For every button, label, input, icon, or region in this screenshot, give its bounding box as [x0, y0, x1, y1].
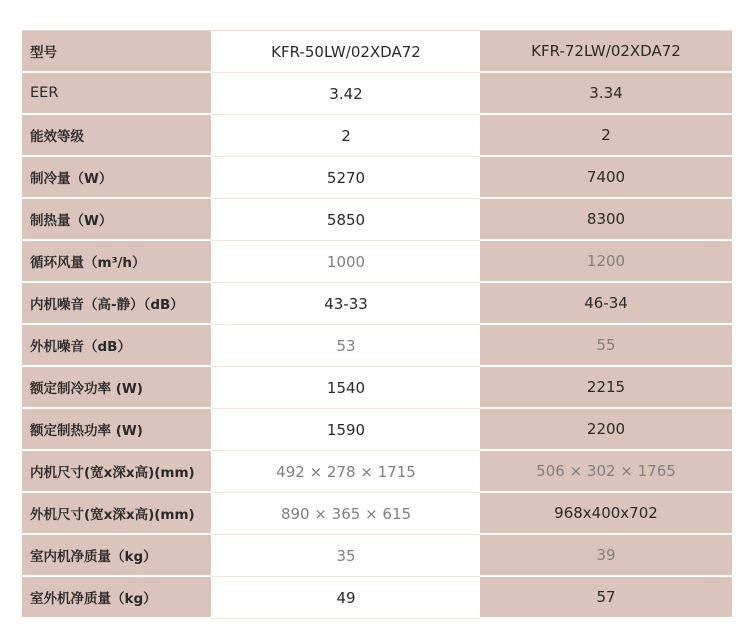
kfr-72lw-model-name: KFR-72LW/02XDA72 [480, 31, 732, 73]
kfr-50lw-value: 5270 [212, 157, 480, 199]
kfr-50lw-value: 1590 [212, 409, 480, 451]
kfr-50lw-value: 5850 [212, 199, 480, 241]
row-label: 内机噪音（高-静）（dB） [22, 283, 212, 325]
kfr-72lw-value: 2215 [480, 367, 732, 409]
row-indoor-dimensions [22, 451, 732, 493]
kfr-72lw-value: 1200 [480, 241, 732, 283]
kfr-50lw-value: 492 × 278 × 1715 [212, 451, 480, 493]
kfr-72lw-value: 57 [480, 577, 732, 619]
row-label: 制热量（W） [22, 199, 212, 241]
row-eer [22, 73, 732, 115]
kfr-72lw-value: 7400 [480, 157, 732, 199]
kfr-72lw-value: 8300 [480, 199, 732, 241]
kfr-50lw-value: 53 [212, 325, 480, 367]
row-label: EER [22, 73, 212, 115]
kfr-72lw-value: 506 × 302 × 1765 [480, 451, 732, 493]
row-outdoor-dimensions [22, 493, 732, 535]
row-label: 制冷量（W） [22, 157, 212, 199]
row-outdoor-noise [22, 325, 732, 367]
row-energy-grade [22, 115, 732, 157]
kfr-72lw-value: 39 [480, 535, 732, 577]
kfr-50lw-value: 1000 [212, 241, 480, 283]
row-label: 循环风量（m³/h） [22, 241, 212, 283]
kfr-72lw-value: 2200 [480, 409, 732, 451]
row-indoor-net-weight [22, 535, 732, 577]
row-indoor-noise [22, 283, 732, 325]
row-model [22, 31, 732, 73]
kfr-50lw-value: 3.42 [212, 73, 480, 115]
row-outdoor-net-weight [22, 577, 732, 619]
row-label: 外机尺寸(宽x深x高)(mm) [22, 493, 212, 535]
row-airflow [22, 241, 732, 283]
kfr-50lw-value: 43-33 [212, 283, 480, 325]
kfr-72lw-value: 968x400x702 [480, 493, 732, 535]
kfr-50lw-value: 1540 [212, 367, 480, 409]
row-label: 内机尺寸(宽x深x高)(mm) [22, 451, 212, 493]
row-rated-heating-power [22, 409, 732, 451]
row-label: 室外机净质量（kg） [22, 577, 212, 619]
kfr-50lw-value: 49 [212, 577, 480, 619]
kfr-50lw-value: 2 [212, 115, 480, 157]
row-label: 额定制冷功率 (W) [22, 367, 212, 409]
row-heating-capacity [22, 199, 732, 241]
row-cooling-capacity [22, 157, 732, 199]
row-label: 能效等级 [22, 115, 212, 157]
kfr-72lw-value: 46-34 [480, 283, 732, 325]
kfr-50lw-model-name: KFR-50LW/02XDA72 [212, 31, 480, 73]
row-label: 室内机净质量（kg） [22, 535, 212, 577]
kfr-72lw-value: 55 [480, 325, 732, 367]
kfr-72lw-value: 2 [480, 115, 732, 157]
row-label: 外机噪音（dB） [22, 325, 212, 367]
row-rated-cooling-power [22, 367, 732, 409]
spec-table [22, 30, 732, 619]
row-label: 型号 [22, 31, 212, 73]
kfr-50lw-value: 890 × 365 × 615 [212, 493, 480, 535]
row-label: 额定制热功率 (W) [22, 409, 212, 451]
kfr-50lw-value: 35 [212, 535, 480, 577]
kfr-72lw-value: 3.34 [480, 73, 732, 115]
